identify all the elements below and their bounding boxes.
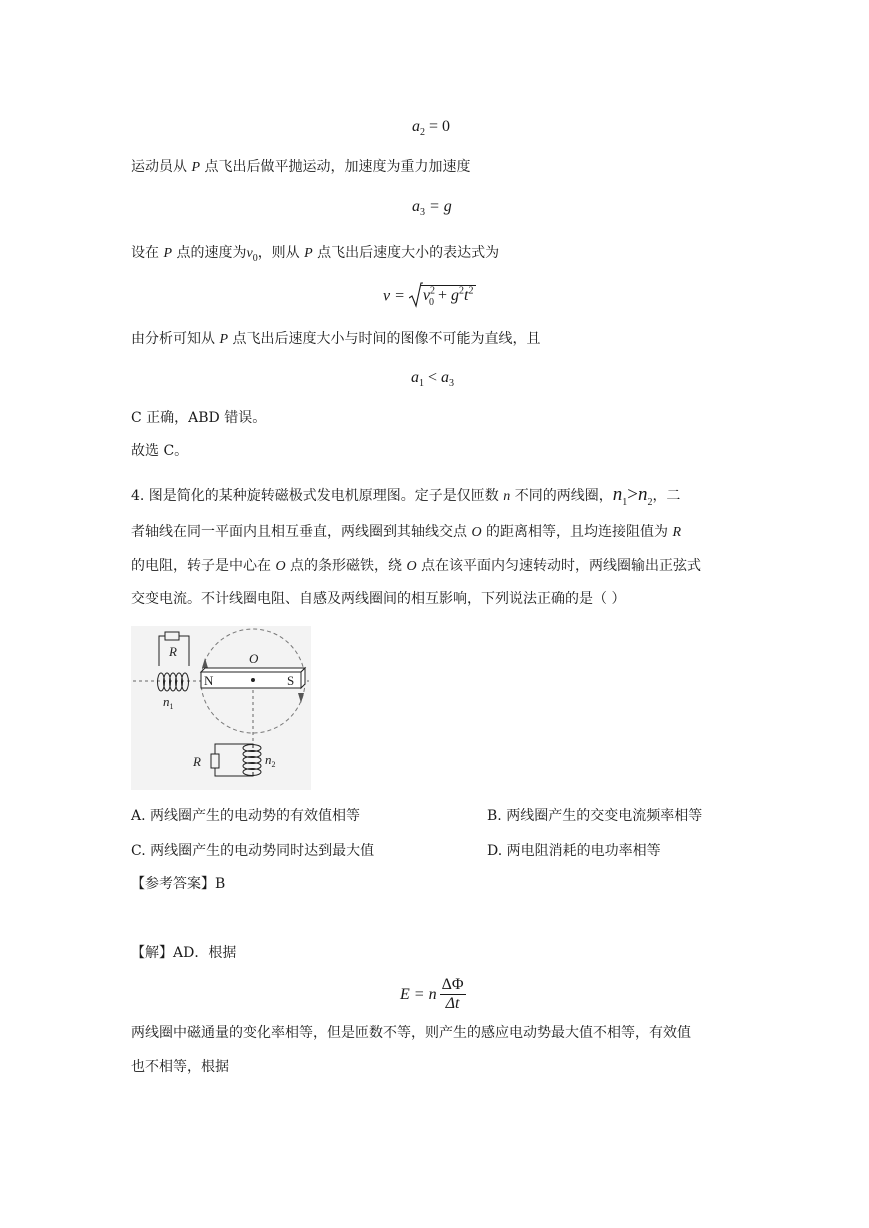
label-south-pole: S <box>287 673 295 688</box>
var-o: O <box>471 525 482 540</box>
label-o: O <box>249 651 259 666</box>
eq-var: a <box>441 369 450 386</box>
question-4-line-3 <box>131 556 701 577</box>
text-line-2 <box>131 243 499 269</box>
var-n: n <box>612 484 623 505</box>
text-seg: 点的速度为 <box>176 245 247 261</box>
label-n1-letter: n <box>163 694 170 709</box>
sub: 3 <box>449 378 455 390</box>
var-r: R <box>672 525 682 540</box>
eq-var: a <box>412 198 420 215</box>
bar-magnet-side-face <box>301 668 305 688</box>
text-line-5: 故选 C。 <box>131 443 189 459</box>
question-4-line-1 <box>131 484 680 513</box>
eq-var: v <box>422 287 431 305</box>
eq-sub: 3 <box>420 207 425 219</box>
text-seg: ，则从 <box>257 245 300 261</box>
label-r-bottom: R <box>193 754 201 769</box>
text-line-3 <box>131 329 540 350</box>
bar-magnet-top-face <box>201 668 305 672</box>
text-seg: 运动员从 <box>131 159 187 175</box>
equation-a3 <box>412 198 452 218</box>
fraction-numerator: ΔΦ <box>441 976 464 993</box>
equation-velocity <box>383 286 476 308</box>
eq-rhs: = g <box>429 198 452 215</box>
sub: 0 <box>252 252 258 264</box>
generator-diagram <box>131 626 311 790</box>
reference-answer: 【参考答案】B <box>131 876 226 892</box>
var-p: P <box>219 332 229 347</box>
question-4-line-2 <box>131 522 681 543</box>
text-seg: 的距离相等，且均连接阻值为 <box>486 524 669 540</box>
op: < <box>428 369 438 386</box>
eq-var: g <box>451 287 460 305</box>
text-seg: 的电阻，转子是中心在 <box>131 558 271 574</box>
label-north-pole: N <box>204 673 214 688</box>
label-n1-sub: 1 <box>169 702 174 711</box>
op: > <box>627 484 638 505</box>
text-seg: 点飞出后速度大小的表达式为 <box>317 245 500 261</box>
equation-emf <box>400 976 466 1013</box>
text-seg: 点在该平面内匀速转动时，两线圈输出正弦式 <box>421 558 702 574</box>
var-o: O <box>406 559 417 574</box>
text-seg: 点的条形磁铁，绕 <box>290 558 403 574</box>
inequality-n1-n2 <box>612 483 653 508</box>
label-n2-sub: 2 <box>271 760 276 769</box>
sup: 2 <box>468 286 474 297</box>
text-line-7: 也不相等，根据 <box>131 1059 229 1075</box>
center-point-o <box>251 678 255 682</box>
option-c[interactable]: C. 两线圈产生的电动势同时达到最大值 <box>131 843 375 859</box>
text-seg: 点飞出后做平抛运动，加速度为重力加速度 <box>204 159 471 175</box>
eq-sub: 2 <box>420 127 425 139</box>
var-p: P <box>304 246 313 261</box>
equation-inequality <box>411 369 454 389</box>
sup: 2 <box>430 286 436 297</box>
plus: + <box>438 287 448 305</box>
sup: 2 <box>459 286 465 297</box>
option-b[interactable]: B. 两线圈产生的交变电流频率相等 <box>487 808 703 824</box>
var-p: P <box>191 160 201 175</box>
text-line-4: C 正确，ABD 错误。 <box>131 410 267 426</box>
var-p: P <box>163 246 173 261</box>
sub: 1 <box>622 496 628 508</box>
eq-var: t <box>464 287 469 305</box>
text-seg: 4. 图是简化的某种旋转磁极式发电机原理图。定子是仅匝数 <box>131 488 499 504</box>
solution-head: 【解】AD．根据 <box>131 945 237 961</box>
sub: 2 <box>647 496 653 508</box>
var-n: n <box>503 489 511 504</box>
top-resistor <box>165 632 179 640</box>
equation-a2 <box>412 118 450 138</box>
text-seg: 者轴线在同一平面内且相互垂直，两线圈到其轴线交点 <box>131 524 467 540</box>
text-seg: 不同的两线圈， <box>514 488 613 504</box>
label-n2-letter: n <box>265 752 272 767</box>
fraction <box>440 976 466 1013</box>
option-d[interactable]: D. 两电阻消耗的电功率相等 <box>487 843 661 859</box>
text-line-1 <box>131 157 470 178</box>
figure-background <box>131 626 311 790</box>
bottom-resistor <box>211 754 219 768</box>
sqrt-expression <box>409 286 476 308</box>
sub: 0 <box>429 296 435 308</box>
text-seg: ，二 <box>652 488 681 504</box>
var-o: O <box>275 559 286 574</box>
eq-var: a <box>412 118 420 135</box>
text-seg: 设在 <box>131 245 159 261</box>
question-4-line-4: 交变电流。不计线圈电阻、自感及两线圈间的相互影响，下列说法正确的是（ ） <box>131 591 626 607</box>
fraction-denominator: Δt <box>445 995 460 1012</box>
sqrt-radicand <box>421 285 476 308</box>
text-seg: 由分析可知从 <box>131 331 215 347</box>
var-v: v <box>246 246 253 261</box>
sub: 1 <box>419 378 424 390</box>
text-line-6: 两线圈中磁通量的变化率相等，但是匝数不等，则产生的感应电动势最大值不相等，有效值 <box>131 1025 691 1041</box>
option-a[interactable]: A. 两线圈产生的电动势的有效值相等 <box>131 808 361 824</box>
text-seg: 点飞出后速度大小与时间的图像不可能为直线，且 <box>232 331 541 347</box>
var-n: n <box>637 484 648 505</box>
eq-lhs: v = <box>383 287 405 305</box>
label-r-top: R <box>169 644 177 659</box>
sqrt-sign-icon <box>409 282 423 308</box>
eq-rhs: = 0 <box>429 118 451 135</box>
eq-var: a <box>411 369 419 386</box>
eq-lhs: E = n <box>400 985 437 1003</box>
